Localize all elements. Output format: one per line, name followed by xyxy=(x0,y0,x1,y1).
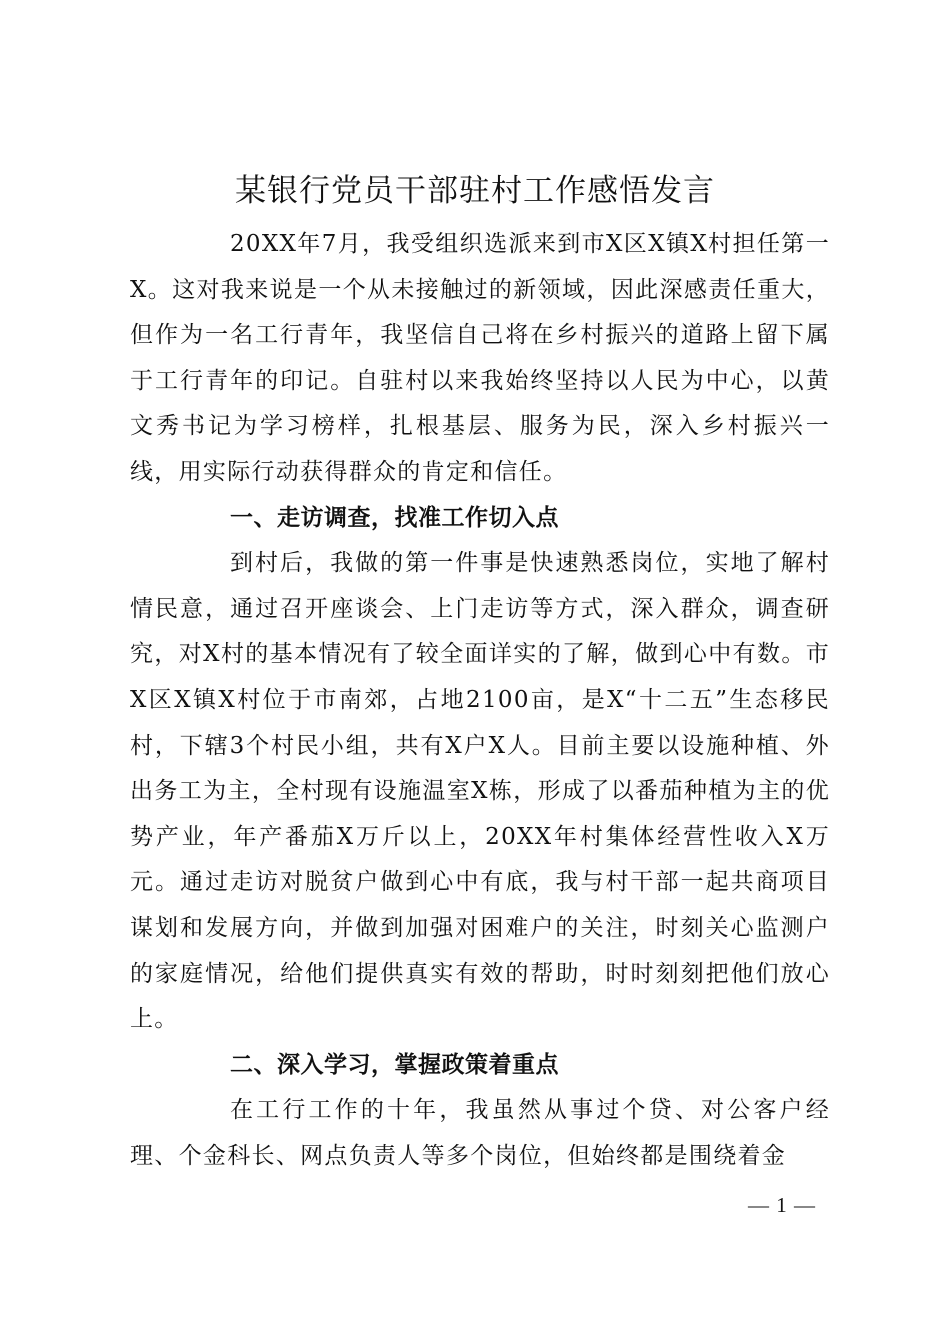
section-2-paragraph: 在工行工作的十年，我虽然从事过个贷、对公客户经理、个金科长、网点负责人等多个岗位，但始终都是围绕着金 xyxy=(130,1097,830,1169)
section-2-heading: 二、深入学习，掌握政策着重点 xyxy=(230,1051,559,1078)
document-body xyxy=(130,222,830,1179)
section-1-heading: 一、走访调查，找准工作切入点 xyxy=(230,504,559,531)
page-number: — 1 — xyxy=(748,1193,816,1217)
section-1-paragraph: 到村后，我做的第一件事是快速熟悉岗位，实地了解村情民意，通过召开座谈会、上门走访等方式，深入群众，调查研究，对X村的基本情况有了较全面详实的了解，做到心中有数。市X区X镇X村位于市南郊，占地2100亩，是X“十二五”生态移民村，下辖3个村民小组，共有X户X人。目前主要以设施种植、外出务工为主，全村现有设施温室X栋，形成了以番茄种植为主的优势产业，年产番茄X万斤以上，20XX年村集体经营性收入X万元。通过走访对脱贫户做到心中有底，我与村干部一起共商项目谋划和发展方向，并做到加强对困难户的关注，时刻关心监测户的家庭情况，给他们提供真实有效的帮助，时时刻刻把他们放心上。 xyxy=(130,550,830,1033)
intro-paragraph: 20XX年7月，我受组织选派来到市X区X镇X村担任第一X。这对我来说是一个从未接触过的新领域，因此深感责任重大，但作为一名工行青年，我坚信自己将在乡村振兴的道路上留下属于工行青年的印记。自驻村以来我始终坚持以人民为中心，以黄文秀书记为学习榜样，扎根基层、服务为民，深入乡村振兴一线，用实际行动获得群众的肯定和信任。 xyxy=(130,231,830,485)
document-title: 某银行党员干部驻村工作感悟发言 xyxy=(235,173,715,209)
